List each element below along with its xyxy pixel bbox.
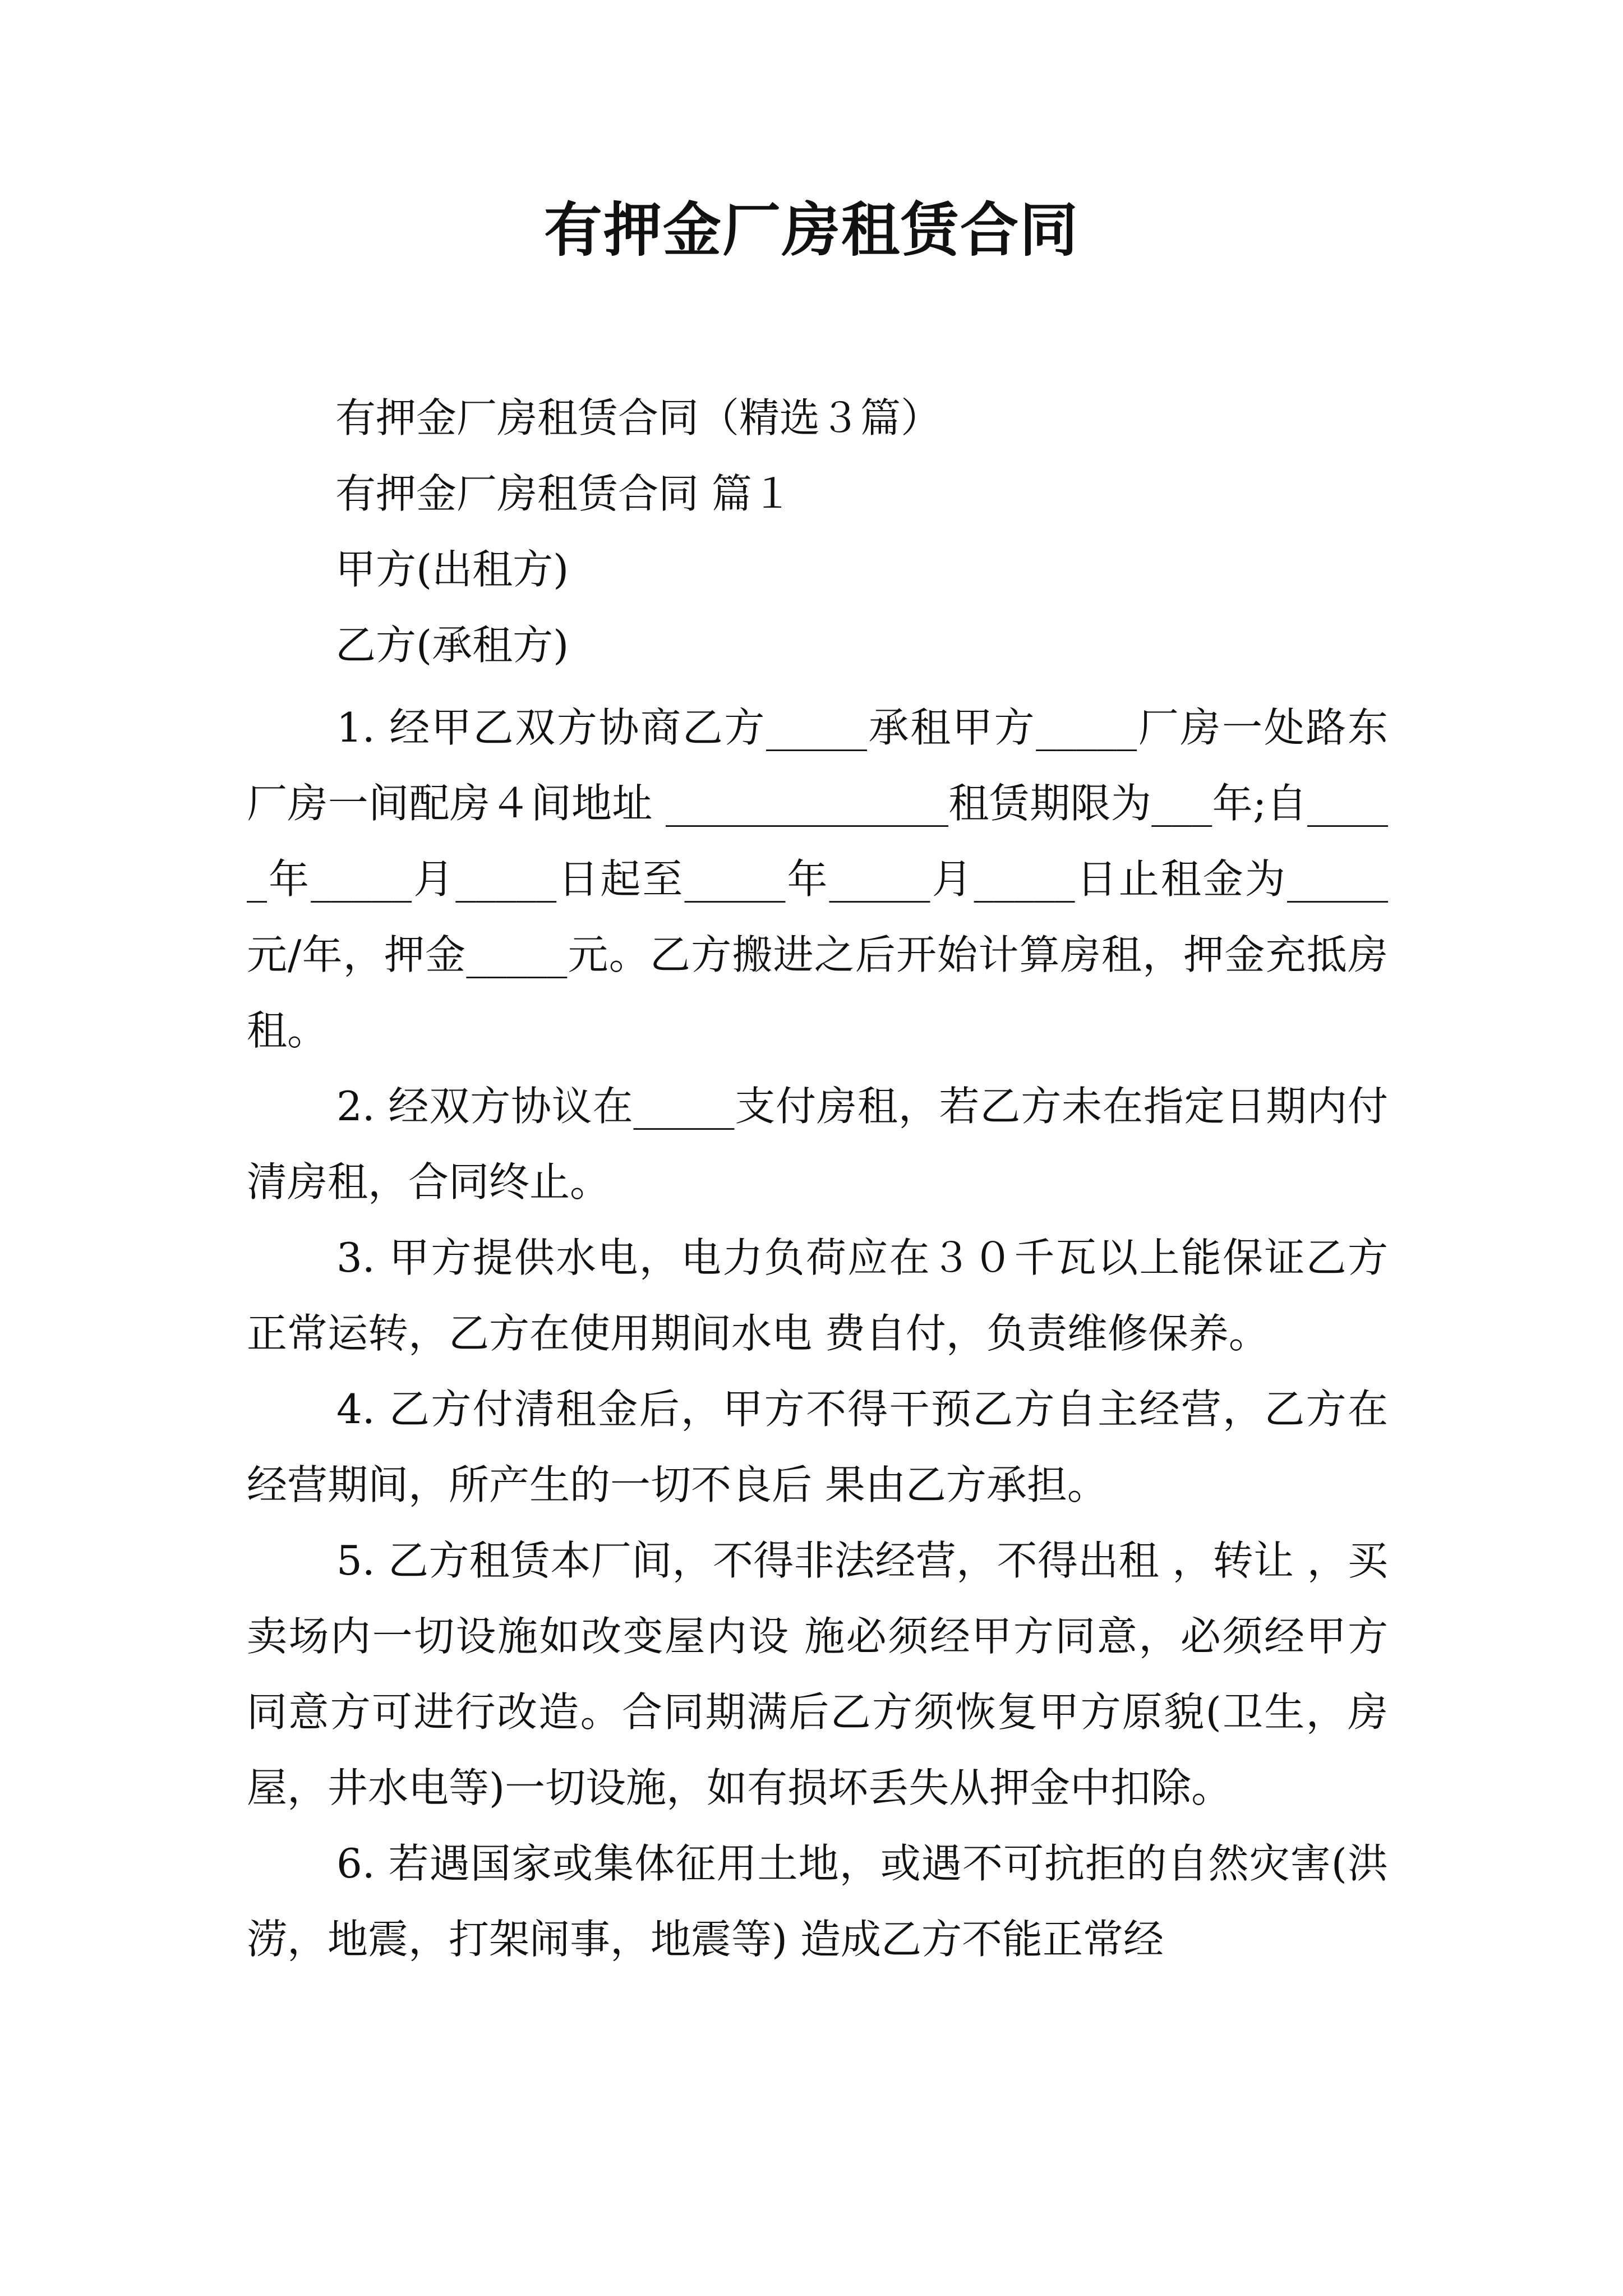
clause-2: 2. 经双方协议在_____支付房租，若乙方未在指定日期内付清房租，合同终止。 bbox=[247, 1083, 1388, 1205]
document-subtitle: 有押金厂房租赁合同（精选３篇） bbox=[335, 394, 942, 441]
section-heading: 有押金厂房租赁合同 篇１ bbox=[335, 470, 792, 517]
clause-6: 6. 若遇国家或集体征用土地，或遇不可抗拒的自然灾害(洪涝，地震，打架闹事，地震等) 造成乙方不能正常经 bbox=[247, 1840, 1388, 1963]
party-b-label: 乙方(承租方) bbox=[335, 622, 569, 669]
clause-4: 4. 乙方付清租金后，甲方不得干预乙方自主经营，乙方在经营期间，所产生的一切不良后 果由乙方承担。 bbox=[247, 1386, 1388, 1508]
document-title: 有押金厂房租赁合同 bbox=[543, 196, 1079, 264]
clause-1: 1. 经甲乙双方协商乙方_____承租甲方_____厂房一处路东厂房一间配房４间地址 ______________租赁期限为___年;自_____年_____月_____日起至_____年_____月_____日止租金为_____元/年，押金_____元。乙方搬进之后开始计算房租，押金充抵房租。 bbox=[247, 704, 1388, 1054]
contract-clauses bbox=[247, 690, 1388, 1977]
clause-3: 3. 甲方提供水电，电力负荷应在３０千瓦以上能保证乙方正常运转，乙方在使用期间水电 费自付，负责维修保养。 bbox=[247, 1234, 1388, 1357]
party-a-label: 甲方(出租方) bbox=[335, 546, 569, 593]
clause-5: 5. 乙方租赁本厂间，不得非法经营，不得出租 ，转让 ，买卖场内一切设施如改变屋内设 施必须经甲方同意，必须经甲方同意方可进行改造。合同期满后乙方须恢复甲方原貌(卫生，房屋，井水电等)一切设施，如有损坏丢失从押金中扣除。 bbox=[247, 1537, 1388, 1811]
